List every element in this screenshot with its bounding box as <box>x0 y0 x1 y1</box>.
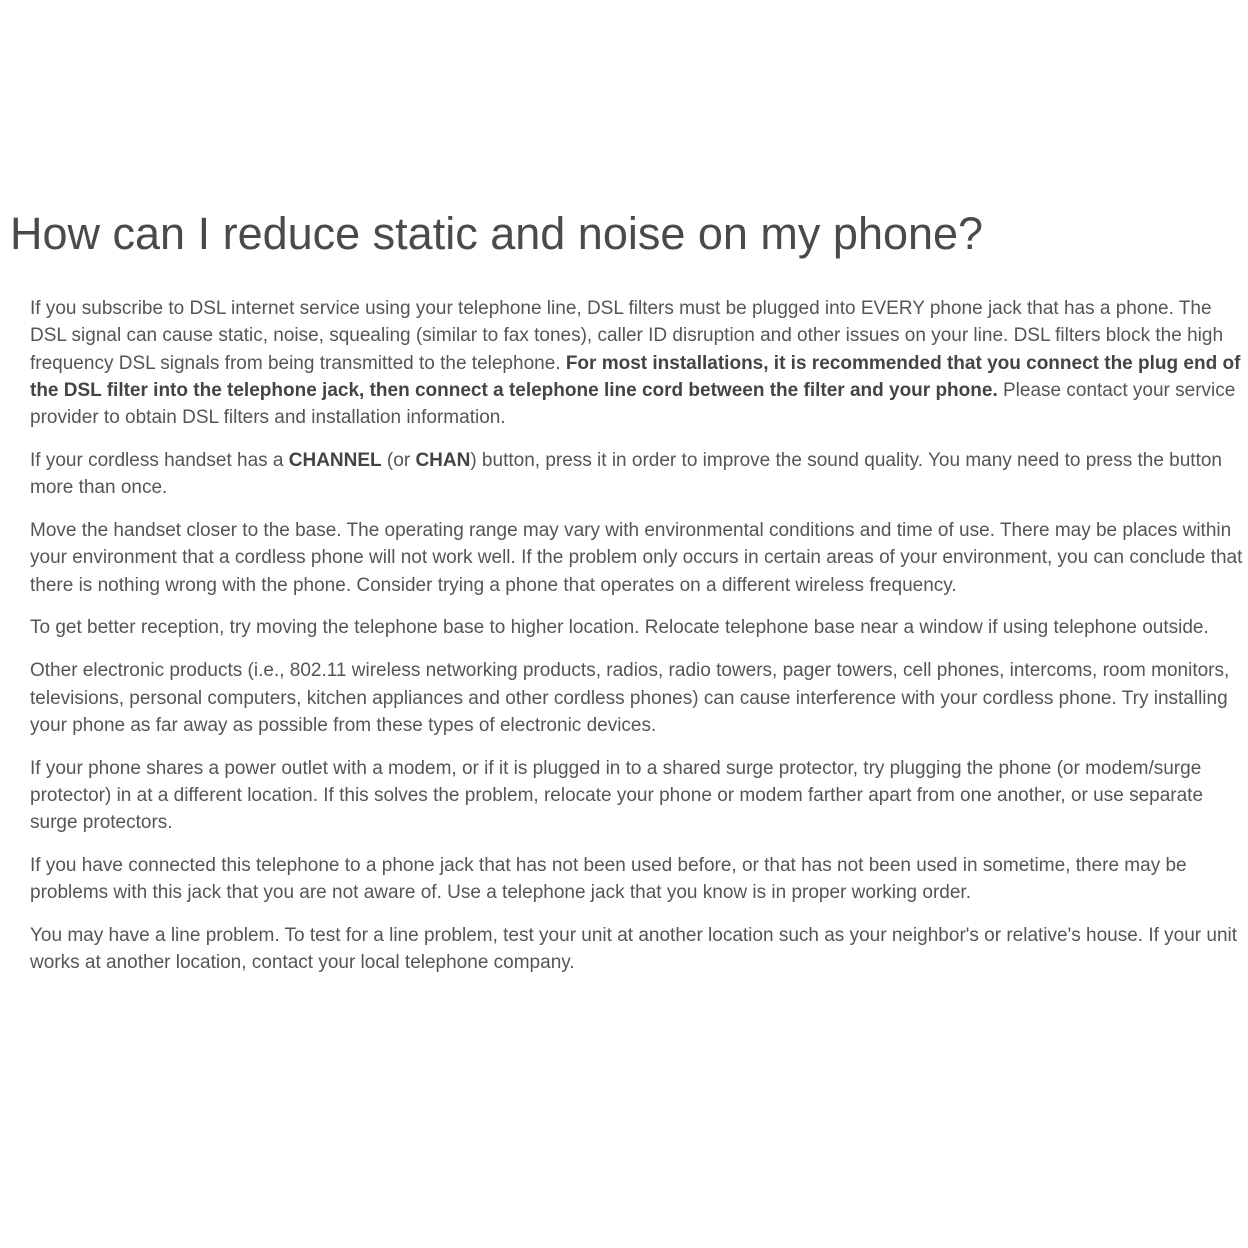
article-body <box>30 295 1246 992</box>
channel-text-a: If your cordless handset has a <box>30 449 289 471</box>
dsl-intro-text: If you subscribe to DSL internet service using your telephone line, DSL filters must be plugged into EVERY phone jack that has a phone. The DSL signal can cause static, noise, squealing (similar to fax tones), caller ID disruption and other issues on your line. DSL filters block the high frequency DSL signals from being transmitted to the telephone. <box>30 298 1224 374</box>
paragraph-reception: To get better reception, try moving the telephone base to higher location. Relocate telephone base near a window if using telephone outside. <box>30 617 1209 639</box>
dsl-recommendation-bold: For most installations, it is recommended that you connect the plug end of the DSL filter into the telephone jack, then connect a telephone line cord between the filter and your phone. <box>30 352 1241 401</box>
paragraph-dsl-filters <box>30 295 1246 431</box>
dsl-outro-text: Please contact your service provider to obtain DSL filters and installation information. <box>30 379 1236 429</box>
paragraph-phone-jack: If you have connected this telephone to a phone jack that has not been used before, or that has not been used in sometime, there may be problems with this jack that you are not aware of. Use a telephone jack that you know is in proper working order. <box>30 855 1187 904</box>
paragraph-channel-button <box>30 447 1246 502</box>
paragraph-power-outlet: If your phone shares a power outlet with a modem, or if it is plugged in to a shared surge protector, try plugging the phone (or modem/surge protector) in at a different location. If this solves the problem, relocate your phone or modem farther apart from one another, or use separate surge protectors. <box>30 757 1204 834</box>
paragraph-line-problem: You may have a line problem. To test for a line problem, test your unit at another location such as your neighbor's or relative's house. If your unit works at another location, contact your local telephone company. <box>30 925 1238 974</box>
chan-label-bold: CHAN <box>415 449 471 471</box>
paragraph-handset-range: Move the handset closer to the base. The operating range may vary with environmental conditions and time of use. There may be places within your environment that a cordless phone will not work well. If the problem only occurs in certain areas of your environment, you can conclude that there is nothing wrong with the phone. Consider trying a phone that operates on a different wireless frequency. <box>30 520 1243 596</box>
paragraph-interference: Other electronic products (i.e., 802.11 wireless networking products, radios, radio towers, pager towers, cell phones, intercoms, room monitors, televisions, personal computers, kitchen appliances and other cordless phones) can cause interference with your cordless phone. Try installing your phone as far away as possible from these types of electronic devices. <box>30 660 1230 736</box>
channel-label-bold: CHANNEL <box>288 449 382 471</box>
channel-text-b: (or <box>381 449 416 471</box>
page-title: How can I reduce static and noise on my phone? <box>10 208 984 259</box>
channel-text-c: ) button, press it in order to improve the sound quality. You many need to press the button more than once. <box>30 449 1222 499</box>
